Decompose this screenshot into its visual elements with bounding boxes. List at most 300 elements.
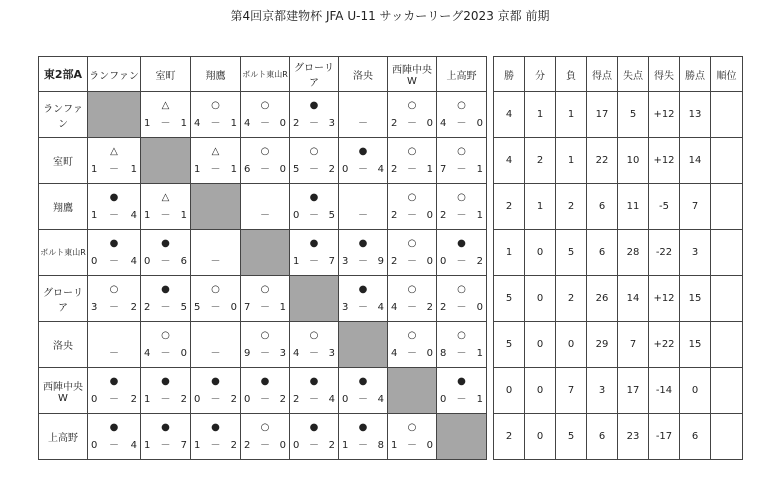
score-own: 0 [440,394,447,405]
result-cell [191,322,241,368]
score-separator: － [407,302,417,313]
result-symbol: ● [309,192,319,203]
result-cell [339,276,388,322]
row-team-label: 翔鷹 [39,184,88,230]
result-cell [141,92,191,138]
result-symbol: ○ [260,284,270,295]
stat-cell: 17 [587,92,618,138]
result-symbol: ● [457,238,466,249]
result-cell [290,230,339,276]
result-symbol: ● [211,376,220,387]
result-cell [88,184,141,230]
score-own: 2 [391,256,398,267]
score-separator: － [260,394,270,405]
page-title: 第4回京都建物杯 JFA U-11 サッカーリーグ2023 京都 前期 [230,9,550,23]
score [91,256,137,268]
stat-cell [711,368,743,414]
score-separator: － [309,118,319,129]
score [194,394,237,406]
result-symbol: ● [309,100,319,111]
team-header: 洛央 [339,57,388,92]
score-opponent: 2 [328,164,335,175]
stat-cell: 15 [680,322,711,368]
score-own: 0 [244,394,251,405]
score-own: 2 [391,118,398,129]
score-own: 1 [194,164,201,175]
result-cell [388,322,437,368]
row-team-label: 室町 [39,138,88,184]
stat-cell: 10 [618,138,649,184]
score-separator: － [160,118,171,129]
result-symbol: ○ [407,284,417,295]
stat-header: 負 [556,57,587,92]
score [342,164,384,176]
stat-cell: 4 [494,138,525,184]
stat-cell: 6 [680,414,711,460]
score-separator: － [456,164,467,175]
league-table [38,56,743,460]
score-opponent: 3 [279,348,286,359]
stat-cell: 5 [494,276,525,322]
stat-cell: 7 [618,322,649,368]
score-own: 7 [440,164,447,175]
result-symbol: ● [358,238,368,249]
score-opponent: 1 [180,210,187,221]
score-separator: － [260,348,270,359]
self-match-cell [339,322,388,368]
score-separator: － [309,440,319,451]
score-own: 3 [342,302,349,313]
stat-cell: 14 [618,276,649,322]
stat-cell: 0 [680,368,711,414]
column-gap [487,57,494,92]
result-cell [388,92,437,138]
stat-cell: -17 [649,414,680,460]
column-gap [487,92,494,138]
team-row [39,92,743,138]
score-separator: － [456,394,467,405]
score-opponent: 2 [130,394,137,405]
result-symbol: ○ [161,330,170,341]
result-cell [191,414,241,460]
score [391,118,433,130]
stat-header: 勝 [494,57,525,92]
self-match-cell [141,138,191,184]
stat-cell: 23 [618,414,649,460]
score-separator: － [260,164,270,175]
score-opponent: 5 [180,302,187,313]
result-cell [88,414,141,460]
self-match-cell [191,184,241,230]
stat-cell [711,92,743,138]
result-cell [141,230,191,276]
team-header: 室町 [141,57,191,92]
result-symbol: ○ [260,330,270,341]
self-match-cell [388,368,437,414]
result-cell [241,184,290,230]
score [244,302,286,314]
row-team-label: グローリア [39,276,88,322]
score-opponent: 0 [426,256,433,267]
score-opponent: 2 [230,394,237,405]
score [440,302,483,314]
score-separator: － [456,210,467,221]
score [391,164,433,176]
score [342,256,384,268]
score [194,302,237,314]
score-opponent: 1 [476,394,483,405]
result-cell [339,414,388,460]
score-own: 0 [440,256,447,267]
score [91,394,137,406]
result-cell [141,184,191,230]
score-separator: － [456,348,467,359]
score-separator: － [260,440,270,451]
stat-cell: 4 [494,92,525,138]
result-symbol: ○ [457,100,466,111]
score-opponent: 0 [476,118,483,129]
score-opponent: 4 [377,302,384,313]
score-separator: － [160,394,171,405]
score-opponent: 1 [230,164,237,175]
score-opponent: 0 [476,302,483,313]
self-match-cell [241,230,290,276]
score-opponent: 0 [426,440,433,451]
column-gap [487,276,494,322]
score-separator: － [160,256,171,267]
result-symbol: ○ [407,100,417,111]
score [391,302,433,314]
team-header: 西陣中央W [388,57,437,92]
header-row [39,57,743,92]
score-own: 8 [440,348,447,359]
score-separator: － [309,210,319,221]
score-opponent: 7 [180,440,187,451]
score-opponent: 4 [130,440,137,451]
score-separator: － [160,440,171,451]
score-opponent: 4 [377,164,384,175]
stat-cell: 29 [587,322,618,368]
score [144,302,187,314]
team-row [39,276,743,322]
score-separator: － [210,164,221,175]
stat-cell: 1 [556,92,587,138]
stat-cell: 6 [587,184,618,230]
score-own: 4 [244,118,251,129]
result-cell [88,230,141,276]
score-opponent: 2 [476,256,483,267]
score [391,210,433,222]
score-separator: － [407,440,417,451]
result-cell [88,322,141,368]
score-opponent: 2 [230,440,237,451]
score-opponent: 8 [377,440,384,451]
result-symbol: ● [109,238,119,249]
score-separator: － [309,256,319,267]
score [244,440,286,452]
score-opponent: 1 [476,210,483,221]
score-separator: － [358,440,368,451]
row-team-label: 西陣中央W [39,368,88,414]
score-own: 1 [194,440,201,451]
score-own: 2 [244,440,251,451]
score-separator: － [358,394,368,405]
column-gap [487,138,494,184]
stat-cell: -22 [649,230,680,276]
score [144,210,187,222]
score-separator: － [358,164,368,175]
score-opponent: 1 [279,302,286,313]
score-separator: － [210,394,221,405]
team-row [39,368,743,414]
result-cell [290,414,339,460]
no-match-dash: － [109,348,119,359]
score-opponent: 1 [130,164,137,175]
no-match-dash: － [210,348,221,359]
result-cell [388,230,437,276]
stat-cell: 2 [494,184,525,230]
score-opponent: 0 [279,440,286,451]
score-separator: － [160,302,171,313]
result-cell [191,230,241,276]
result-symbol: ● [109,376,119,387]
result-cell [191,92,241,138]
stat-cell: 1 [525,92,556,138]
result-cell [437,322,487,368]
score-separator: － [407,164,417,175]
column-gap [487,414,494,460]
stat-cell: +12 [649,276,680,322]
group-label: 東2部A [39,57,88,92]
score-own: 0 [91,394,98,405]
stat-cell: 7 [680,184,711,230]
result-cell [290,138,339,184]
score-separator: － [407,256,417,267]
stat-header: 得失 [649,57,680,92]
score-separator: － [160,210,171,221]
stat-cell: 5 [556,230,587,276]
result-cell [88,368,141,414]
score-opponent: 7 [328,256,335,267]
score-separator: － [160,348,171,359]
result-symbol: ● [161,376,170,387]
team-header: ボルト東山R [241,57,290,92]
score-separator: － [456,256,467,267]
result-cell [339,230,388,276]
score [440,210,483,222]
score [144,348,187,360]
result-symbol: ○ [457,330,466,341]
result-cell [141,368,191,414]
score-separator: － [309,164,319,175]
score [293,118,335,130]
result-symbol: ○ [211,100,220,111]
result-symbol: ● [309,422,319,433]
team-row [39,414,743,460]
result-cell [339,368,388,414]
stat-header: 得点 [587,57,618,92]
score-separator: － [109,210,119,221]
result-symbol: ○ [457,192,466,203]
result-cell [141,276,191,322]
score-own: 1 [144,440,151,451]
stat-cell: 26 [587,276,618,322]
result-symbol: ○ [407,238,417,249]
result-cell [437,368,487,414]
score-opponent: 1 [476,164,483,175]
self-match-cell [437,414,487,460]
score-own: 0 [293,210,300,221]
score-opponent: 2 [426,302,433,313]
score-own: 4 [391,302,398,313]
result-symbol: ○ [407,192,417,203]
score-opponent: 3 [328,348,335,359]
score-own: 0 [91,256,98,267]
result-cell [241,368,290,414]
stat-cell: 11 [618,184,649,230]
score [144,118,187,130]
stat-cell: 5 [618,92,649,138]
score-opponent: 4 [328,394,335,405]
result-cell [290,322,339,368]
score-opponent: 6 [180,256,187,267]
score-own: 3 [342,256,349,267]
no-match-dash: － [210,256,221,267]
score-opponent: 0 [279,118,286,129]
result-cell [290,184,339,230]
result-symbol: ● [109,192,119,203]
row-team-label: ボルト東山R [39,230,88,276]
result-cell [241,138,290,184]
stat-cell: 3 [587,368,618,414]
score [144,256,187,268]
stat-cell: 15 [680,276,711,322]
stat-header: 分 [525,57,556,92]
result-cell [191,138,241,184]
score [293,348,335,360]
score [91,164,137,176]
score-separator: － [358,302,368,313]
result-symbol: ○ [407,146,417,157]
stat-cell [711,322,743,368]
result-symbol: ● [358,422,368,433]
result-cell [388,414,437,460]
score-separator: － [109,440,119,451]
stat-cell: 0 [525,368,556,414]
score [244,394,286,406]
score [194,164,237,176]
column-gap [487,184,494,230]
no-match-dash: － [260,210,270,221]
result-symbol: ○ [407,330,417,341]
score [440,348,483,360]
stat-cell: 28 [618,230,649,276]
score-own: 1 [391,440,398,451]
stat-cell: 1 [525,184,556,230]
no-match-dash: － [358,210,368,221]
result-symbol: ○ [309,330,319,341]
stat-header: 順位 [711,57,743,92]
score-opponent: 0 [279,164,286,175]
score-own: 1 [342,440,349,451]
result-cell [241,276,290,322]
result-symbol: ○ [260,422,270,433]
result-symbol: △ [161,192,170,203]
result-symbol: ● [109,422,119,433]
score-opponent: 0 [426,348,433,359]
column-gap [487,368,494,414]
score [391,256,433,268]
score-own: 1 [293,256,300,267]
stat-cell: +12 [649,138,680,184]
score [391,348,433,360]
result-symbol: △ [211,146,220,157]
score-opponent: 0 [180,348,187,359]
score [440,394,483,406]
score-opponent: 4 [130,256,137,267]
stat-cell: 0 [525,230,556,276]
stat-cell: 2 [494,414,525,460]
result-cell [437,184,487,230]
stat-cell: 22 [587,138,618,184]
stat-cell: 2 [556,184,587,230]
score [244,348,286,360]
score [440,118,483,130]
stat-cell: 1 [494,230,525,276]
stat-cell: 14 [680,138,711,184]
stat-cell [711,184,743,230]
result-symbol: ● [358,146,368,157]
score [342,394,384,406]
score-separator: － [456,302,467,313]
score-opponent: 1 [180,118,187,129]
score [293,394,335,406]
result-symbol: △ [161,100,170,111]
score-opponent: 0 [426,210,433,221]
stat-cell: 2 [556,276,587,322]
row-team-label: 洛央 [39,322,88,368]
result-symbol: ● [358,284,368,295]
score-own: 1 [91,210,98,221]
result-cell [141,414,191,460]
score-separator: － [210,118,221,129]
stat-cell: 0 [525,322,556,368]
result-symbol: ● [260,376,270,387]
self-match-cell [290,276,339,322]
score-own: 2 [391,210,398,221]
score-own: 5 [293,164,300,175]
score-own: 2 [293,394,300,405]
result-cell [241,92,290,138]
score-opponent: 0 [230,302,237,313]
result-cell [290,368,339,414]
team-header: ランファン [88,57,141,92]
result-cell [141,322,191,368]
team-header: 翔鷹 [191,57,241,92]
result-cell [290,92,339,138]
stat-cell: 17 [618,368,649,414]
score-opponent: 0 [426,118,433,129]
score-own: 6 [244,164,251,175]
result-cell [437,92,487,138]
score-separator: － [260,302,270,313]
result-cell [437,276,487,322]
score-own: 4 [293,348,300,359]
result-symbol: ● [161,284,170,295]
score-own: 2 [293,118,300,129]
score-opponent: 2 [180,394,187,405]
score [244,118,286,130]
